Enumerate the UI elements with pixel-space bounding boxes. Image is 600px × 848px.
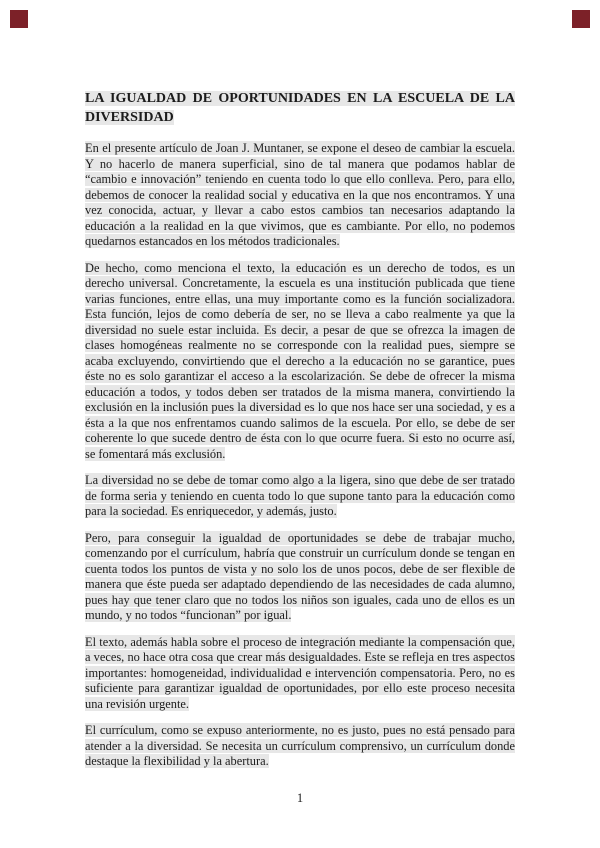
corner-marker-top-left (10, 10, 28, 28)
document-title (85, 90, 515, 127)
paragraph (85, 531, 515, 624)
document-title-text: LA IGUALDAD DE OPORTUNIDADES EN LA ESCUELA DE LA DIVERSIDAD (85, 91, 515, 125)
paragraph (85, 635, 515, 713)
paragraph-text: Pero, para conseguir la igualdad de oportunidades se debe de trabajar mucho, comenzando por el currículum, habría que construir un currículum donde se tengan en cuenta todos los puntos de vista y no solo los de unos pocos, debe de ser flexible de manera que éste pueda ser adaptado dependiendo de las necesidades de cada alumno, pues hay que tener claro que no todos los niños son iguales, cada uno de ellos es un mundo, y no todos “funcionan” por igual. (85, 530, 515, 622)
paragraph-text: En el presente artículo de Joan J. Muntaner, se expone el deseo de cambiar la escuela. Y no hacerlo de manera superficial, sino de tal manera que podamos hablar de “cambio e innovación” teniendo en cuenta todo lo que ello conlleva. Pero, para ello, debemos de conocer la realidad social y educativa en la que nos encontramos. Y una vez conocida, actuar, y llevar a cabo estos cambios tan necesarios adaptando la educación a la realidad en la que vivimos, que es cambiante. Por ello, no podemos quedarnos estancados en los métodos tradicionales. (85, 141, 515, 248)
page-number: 1 (296, 791, 304, 805)
paragraph-text: El texto, además habla sobre el proceso de integración mediante la compensación que, a veces, no hace otra cosa que crear más desigualdades. Este se refleja en tres aspectos importantes: homogeneidad, individualidad e intervención compensatoria. Pero, no es suficiente para garantizar igualdad de oportunidades, por ello este proceso necesita una revisión urgente. (85, 634, 515, 711)
paragraph (85, 473, 515, 520)
paragraph-text: La diversidad no se debe de tomar como algo a la ligera, sino que debe de ser tratado de forma seria y teniendo en cuenta todo lo que supone tanto para la educación como para la sociedad. Es enriquecedor, y además, justo. (85, 473, 515, 518)
paragraph-text: De hecho, como menciona el texto, la educación es un derecho de todos, es un derecho universal. Concretamente, la escuela es una institución publicada que tiene varias funciones, entre ellas, una muy importante como es la función socializadora. Esta función, lejos de como debería de ser, no se lleva a cabo realmente ya que la diversidad no suele estar incluida. Es decir, a pesar de que se ofrezca la imagen de clases homogéneas realmente no se corresponde con la realidad pues, siempre se acaba excluyendo, convirtiendo que el derecho a la educación no se garantice, pues éste no es solo garantizar el acceso a la escolarización. Se debe de ofrecer la misma educación a todos, y todos deben ser tratados de la misma manera, convirtiendo la exclusión en la inclusión pues la diversidad es lo que nos hace ser una sociedad, y es a ésta a la que nos enfrentamos cuando salimos de la escuela. Por ello, se debe de ser coherente lo que sucede dentro de ésta con lo que ocurre fuera. Si esto no ocurre así, se fomentará más exclusión. (85, 260, 515, 461)
paragraph (85, 261, 515, 463)
document-content (85, 90, 515, 781)
paragraph-text: El currículum, como se expuso anteriormente, no es justo, pues no está pensado para atender a la diversidad. Se necesita un currículum comprensivo, un currículum donde destaque la flexibilidad y la abertura. (85, 723, 515, 768)
paragraph (85, 723, 515, 770)
paragraph (85, 141, 515, 250)
corner-marker-top-right (572, 10, 590, 28)
